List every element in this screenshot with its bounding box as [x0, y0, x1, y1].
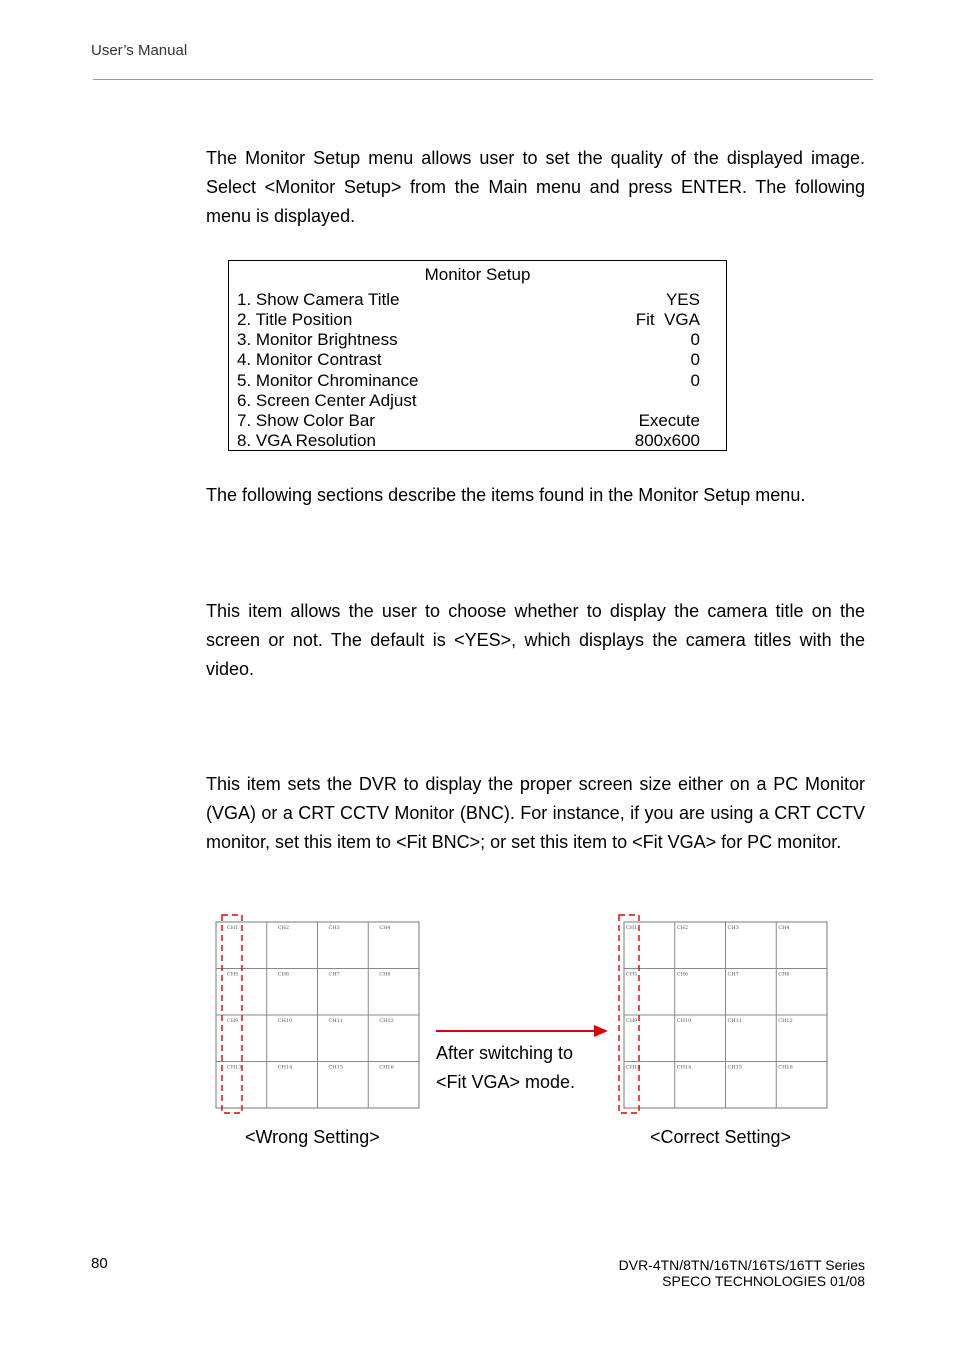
menu-item-label: 6. Screen Center Adjust [237, 391, 417, 410]
channel-grid-wrong [212, 912, 424, 1116]
channel-label: CH9 [227, 1018, 239, 1024]
caption-wrong-setting: <Wrong Setting> [245, 1127, 380, 1147]
channel-label: CH15 [328, 1064, 344, 1071]
monitor-setup-menu [228, 260, 727, 451]
page-number: 80 [91, 1255, 108, 1272]
sections-note: The following sections describe the items found in the Monitor Setup menu. [206, 485, 806, 505]
channel-label: CH2 [277, 925, 290, 931]
menu-item-show-color-bar [237, 411, 700, 431]
channel-label: CH2 [676, 925, 689, 931]
wrong-setting-figure [212, 912, 424, 1116]
menu-item-monitor-contrast [237, 350, 700, 370]
channel-label: CH5 [626, 971, 638, 978]
channel-label: CH14 [676, 1064, 692, 1071]
correct-setting-figure [612, 912, 834, 1116]
channel-label: CH1 [227, 925, 239, 931]
channel-label: CH7 [727, 971, 739, 978]
channel-label: CH6 [277, 971, 290, 978]
menu-item-value: Execute [638, 411, 700, 430]
footer [619, 1257, 865, 1289]
channel-label: CH3 [328, 925, 340, 931]
menu-item-title-position [237, 310, 700, 330]
menu-item-label: 8. VGA Resolution [237, 431, 376, 450]
menu-item-monitor-chrominance [237, 371, 700, 391]
channel-label: CH5 [227, 971, 239, 978]
switch-note [436, 1039, 575, 1097]
menu-item-monitor-brightness [237, 330, 700, 350]
menu-item-screen-center-adjust [237, 391, 700, 411]
channel-label: CH4 [778, 925, 790, 931]
channel-label: CH16 [778, 1064, 793, 1071]
channel-label: CH10 [676, 1018, 692, 1024]
menu-item-label: 1. Show Camera Title [237, 290, 400, 309]
menu-item-value: YES [665, 290, 700, 309]
menu-item-value: 0 [690, 350, 700, 369]
title-position-description: This item sets the DVR to display the proper screen size either on a PC Monitor (VGA) or a CRT CCTV Monitor (BNC). For instance, if you are using a CRT CCTV monitor, set this item to <Fit BNC>; or set this item to <Fit VGA> for PC monitor. [206, 774, 865, 852]
menu-item-vga-resolution [237, 431, 700, 451]
menu-item-label: 5. Monitor Chrominance [237, 371, 419, 390]
menu-item-value: Fit VGA [635, 310, 700, 329]
channel-label: CH15 [727, 1064, 743, 1071]
channel-label: CH14 [277, 1064, 293, 1071]
menu-item-label: 2. Title Position [237, 310, 353, 329]
channel-label: CH9 [626, 1018, 638, 1024]
channel-label: CH3 [727, 925, 739, 931]
caption-correct-setting: <Correct Setting> [650, 1127, 792, 1147]
channel-label: CH13 [626, 1064, 641, 1071]
switch-note-line: After switching to [436, 1043, 574, 1063]
running-header: User’s Manual [91, 42, 188, 59]
channel-label: CH10 [277, 1018, 293, 1024]
menu-item-label: 3. Monitor Brightness [237, 330, 398, 349]
switch-note-line: <Fit VGA> mode. [436, 1072, 576, 1092]
menu-item-label: 4. Monitor Contrast [237, 350, 382, 369]
channel-label: CH11 [328, 1018, 344, 1024]
camera-title-description: This item allows the user to choose whether to display the camera title on the screen or not. The default is <YES>, which displays the camera titles with the video. [206, 601, 865, 679]
channel-label: CH4 [379, 925, 391, 931]
channel-label: CH12 [379, 1018, 394, 1024]
footer-company: SPECO TECHNOLOGIES 01/08 [662, 1273, 865, 1289]
menu-item-value: 0 [690, 371, 700, 390]
channel-label: CH16 [379, 1064, 394, 1071]
menu-title: Monitor Setup [424, 265, 531, 284]
channel-label: CH12 [778, 1018, 793, 1024]
channel-label: CH6 [676, 971, 689, 978]
menu-item-value: 800x600 [634, 431, 700, 450]
channel-grid-correct [612, 912, 834, 1116]
intro-paragraph: The Monitor Setup menu allows user to set the quality of the displayed image. Select <Monitor Setup> from the Main menu and press ENTER. The following menu is displayed. [206, 148, 865, 226]
channel-label: CH8 [778, 971, 790, 978]
menu-item-show-camera-title [237, 290, 700, 310]
channel-label: CH8 [379, 971, 391, 978]
channel-label: CH11 [727, 1018, 743, 1024]
channel-label: CH1 [626, 925, 638, 931]
menu-item-label: 7. Show Color Bar [237, 411, 375, 430]
footer-series: DVR-4TN/8TN/16TN/16TS/16TT Series [618, 1257, 865, 1273]
channel-label: CH7 [328, 971, 340, 978]
header-divider [93, 79, 873, 80]
menu-item-value: 0 [690, 330, 700, 349]
channel-label: CH13 [227, 1064, 242, 1071]
